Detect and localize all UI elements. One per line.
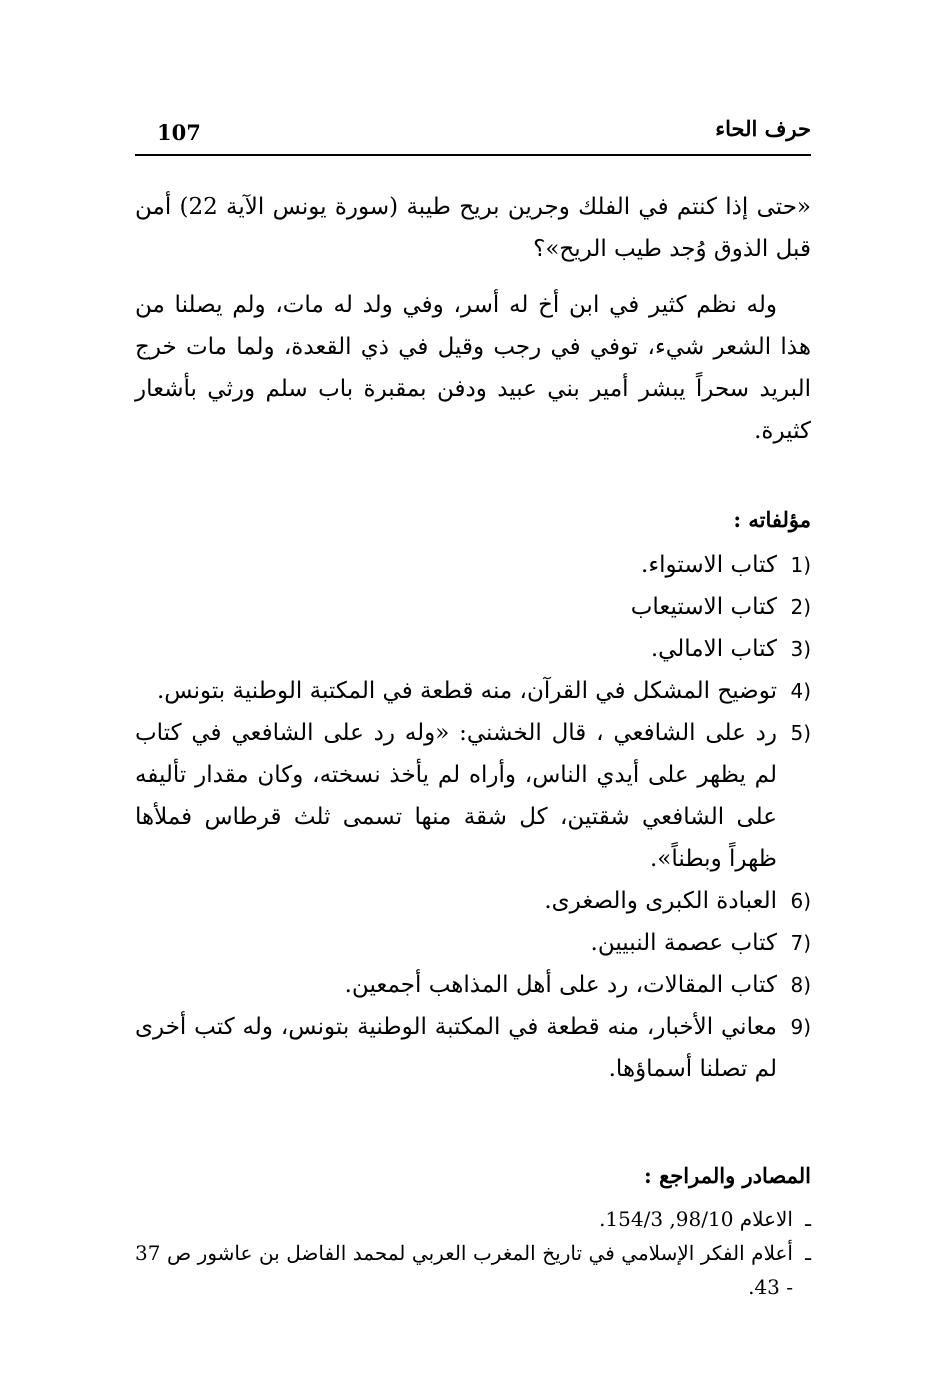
item-number: 1) — [790, 553, 811, 577]
item-text: كتاب الاستيعاب — [630, 594, 777, 620]
list-item — [135, 964, 811, 1006]
source-item — [135, 1202, 811, 1236]
quote-paragraph: «حتى إذا كنتم في الفلك وجرين بريح طيبة (سورة يونس الآية 22) أمن قبل الذوق وُجد طيب الريح»؟ — [135, 194, 811, 262]
running-head: حرف الحاء — [715, 116, 811, 141]
page-header — [135, 116, 811, 154]
source-item — [135, 1236, 811, 1304]
item-text: توضيح المشكل في القرآن، منه قطعة في المكتبة الوطنية بتونس. — [156, 678, 777, 704]
list-item — [135, 712, 811, 880]
works-heading: مؤلفاته : — [733, 507, 811, 532]
list-item — [135, 628, 811, 670]
item-text: كتاب عصمة النبيين. — [590, 930, 777, 956]
item-number: 6) — [790, 889, 811, 913]
list-item — [135, 670, 811, 712]
biography-paragraph: وله نظم كثير في ابن أخ له أسر، وفي ولد له مات، ولم يصلنا من هذا الشعر شيء، توفي في رجب وقيل في ذي القعدة، ولما مات خرج البريد سحراً يبشر أمير بني عبيد ودفن بمقبرة باب سلم ورثي بأشعار كثيرة. — [135, 292, 811, 444]
dash-marker: ـ — [805, 1241, 811, 1265]
item-text: رد على الشافعي ، قال الخشني: «وله رد على الشافعي في كتاب لم يظهر على أيدي الناس، وأراه لم يأخذ نسخته، وكان مقدار تأليفه على الشافعي شقتين، كل شقة منها تسمى ثلث قرطاس فملأها ظهراً وبطناً». — [135, 720, 777, 872]
list-item — [135, 880, 811, 922]
list-item — [135, 544, 811, 586]
source-text: الاعلام 98/10, 154/3. — [599, 1207, 793, 1231]
works-list — [135, 544, 811, 1090]
item-number: 8) — [790, 973, 811, 997]
item-number: 2) — [790, 595, 811, 619]
source-text: أعلام الفكر الإسلامي في تاريخ المغرب العربي لمحمد الفاضل بن عاشور ص 37 - 43. — [135, 1241, 793, 1299]
header-rule — [135, 154, 811, 156]
sources-heading: المصادر والمراجع : — [644, 1163, 811, 1188]
item-number: 3) — [790, 637, 811, 661]
list-item — [135, 586, 811, 628]
item-number: 7) — [790, 931, 811, 955]
item-number: 4) — [790, 679, 811, 703]
item-text: كتاب الاستواء. — [641, 552, 777, 578]
dash-marker: ـ — [805, 1207, 811, 1231]
sources-list — [135, 1202, 811, 1304]
page-number: 107 — [157, 120, 201, 145]
item-text: العبادة الكبرى والصغرى. — [544, 888, 777, 914]
item-text: معاني الأخبار، منه قطعة في المكتبة الوطنية بتونس، وله كتب أخرى لم تصلنا أسماؤها. — [135, 1014, 777, 1082]
list-item — [135, 922, 811, 964]
page-body — [135, 186, 811, 1304]
item-text: كتاب المقالات، رد على أهل المذاهب أجمعين. — [344, 972, 777, 998]
list-item — [135, 1006, 811, 1090]
item-text: كتاب الامالي. — [650, 636, 777, 662]
item-number: 9) — [790, 1015, 811, 1039]
item-number: 5) — [790, 721, 811, 745]
